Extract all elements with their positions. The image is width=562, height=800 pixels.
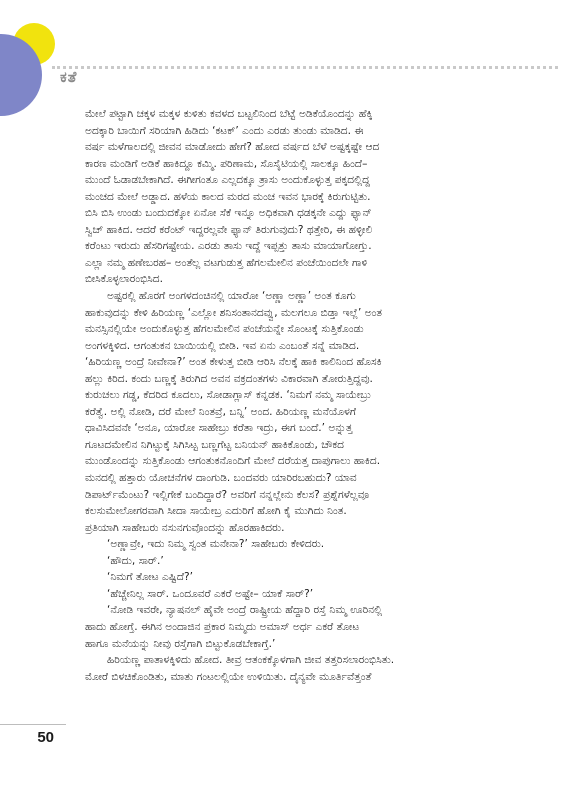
text-line: ಕಲಸುಮೇಲೋಗರವಾಗಿ ಸೀದಾ ಸಾಯೇಬ್ರ ಎದುರಿಗೆ ಹೋಗಿ ಕೈ ಮುಗಿದು ನಿಂತ. [85,505,347,518]
text-line: ಅದಕ್ಕಾರಿ ಬಾಯಿಗೆ ಸರಿಯಾಗಿ ಹಿಡಿದು ‘ಕಟಕ್’ ಎಂದು ಎರಡು ತುಂಡು ಮಾಡಿದ. ಈ [85,124,364,137]
text-line: ಹಾದು ಹೋಗ್ತೆ. ಈಗಿನ ಅಂದಾಜಿನ ಪ್ರಕಾರ ನಿಮ್ಮದು ಅಮಾಸ್ ಅರ್ಧ ಎಕರೆ ತೋಟ [85,620,360,633]
text-line: ಮೇಲೆ ಪಟ್ಟಾಗಿ ಚಕ್ಕಳ ಮಕ್ಕಳ ಕುಳಿತು ಕವಳದ ಬಟ್ಟಲಿನಿಂದ ಬೆಟ್ಟೆ ಅಡಿಕೆಯೊಂದನ್ನು ಹೆಕ್ಕಿ [85,108,373,120]
text-line: ವರ್ಷ ಮಳೆಗಾಲದಲ್ಲಿ ಜೀವನ ಮಾಡೋದು ಹೇಗೆ? ಹೋದ ವರ್ಷದ ಬೆಳೆ ಅಷ್ಟಕ್ಕಷ್ಟೇ ಆದ [85,141,380,154]
text-line: ಕರೆತ್ವೆ. ಅಲ್ಲಿ ನೋಡಿ, ದರೆ ಮೇಲೆ ನಿಂತವ್ರೆ, ಬನ್ನಿ’ ಅಂದ. ಹಿರಿಯಣ್ಣ ಮನೆಯೊಳಗೆ [85,405,357,418]
paragraph-start-line: ಹಿರಿಯಣ್ಣ ಪಾತಾಳಕ್ಕಿಳಿದು ಹೋದ. ತೀವ್ರ ಆತಂಕಕ್ಕೊಳಗಾಗಿ ಜೀವ ತತ್ತರಿಸಲಾರಂಭಿಸಿತು. [107,654,395,667]
dotted-header-rule [52,66,558,69]
page-number: 50 [37,729,54,746]
text-line: ಎಲ್ಲಾ ನಮ್ಮ ಹಣೇಬರಹ– ಅಂತೆಲ್ಲ ವಟಗುಡುತ್ತ ಹೆಗಲಮೇಲಿನ ಪಂಚೆಯಿಂದಲೇ ಗಾಳಿ [85,256,368,269]
text-line: ಪ್ರತಿಯಾಗಿ ಸಾಹೇಬರು ನಸುನಗುವೊಂದನ್ನು ಹೊರಹಾಕಿದರು. [85,521,285,534]
section-title: ಕತೆ [60,68,78,86]
text-line: ಬಿಸಿ ಬಿಸಿ ಉಂಡು ಬಂದುದಕ್ಕೋ ಏನೋ ಸೆಕೆ ಇನ್ನೂ ಅಧಿಕವಾಗಿ ಧಡಕ್ಕನೇ ಎದ್ದು ಫ್ಯಾನ್ [85,207,372,220]
page-number-footer [0,724,66,751]
text-line: ಹಾಗೂ ಮನೆಯನ್ನು ನೀವು ರಸ್ತೆಗಾಗಿ ಬಿಟ್ಟುಕೊಡಬೇಕಾಗ್ತೆ.’ [85,637,276,650]
text-line: ಸ್ವಿಚ್ ಹಾಕಿದ. ಆದರೆ ಕರೆಂಟ್ ಇದ್ದರಲ್ಲವೇ ಫ್ಯಾನ್ ತಿರುಗುವುದು? ಥತ್ತೇರಿ, ಈ ಹಳ್ಳೀಲಿ [85,223,373,236]
text-line: ಮಂಚದ ಮೇಲೆ ಅಡ್ಡಾದ. ಹಳೆಯ ಕಾಲದ ಮರದ ಮಂಚ ಇವನ ಭಾರಕ್ಕೆ ಕಿರುಗುಟ್ಟಿತು. [85,190,371,203]
text-line: ಮನದಲ್ಲಿ ಹತ್ತಾರು ಯೋಚನೆಗಳ ದಾಂಗುಡಿ. ಬಂದವರು ಯಾರಿರಬಹುದು? ಯಾವ [85,472,357,485]
dialogue-line: ‘ಹೌದು, ಸಾರ್.’ [107,554,164,567]
text-line: ಮುಂದೆ ಓಡಾಡಬೇಕಾಗಿದೆ. ಈಗೀಗಂತೂ ಎಲ್ಲದಕ್ಕೂ ತ್ರಾಸು ಅಂದುಕೊಳ್ಳುತ್ತ ಪಕ್ಕದಲ್ಲಿದ್ದ [85,174,370,187]
dialogue-line: ‘ಅಣ್ಣಾವ್ರೇ, ಇದು ನಿಮ್ಮ ಸ್ವಂತ ಮನೇನಾ?’ ಸಾಹೇಬರು ಕೇಳಿದರು. [107,538,325,551]
text-line: ‘ಹಿರಿಯಣ್ಣ ಅಂದ್ರೆ ನೀವೇನಾ?’ ಅಂತ ಕೇಳುತ್ತ ಬೀಡಿ ಆರಿಸಿ ನೆಲಕ್ಕೆ ಹಾಕಿ ಕಾಲಿನಿಂದ ಹೊಸಕಿ [85,356,382,369]
dialogue-line: ‘ಹೆಚ್ಚೇನಿಲ್ಲ ಸಾರ್. ಒಂದೂವರೆ ಎಕರೆ ಅಷ್ಟೇ– ಯಾಕೆ ಸಾರ್?’ [107,587,314,600]
dialogue-line: ‘ನಿಮಗೆ ತೋಟ ಎಷ್ಟಿದೆ?’ [107,571,194,584]
text-line: ಹಲ್ಲು ಕಿರಿದ. ಕಂದು ಬಣ್ಣಕ್ಕೆ ತಿರುಗಿದ ಅವನ ವಕ್ರದಂತಗಳು ವಿಕಾರವಾಗಿ ತೋರುತ್ತಿದ್ದವು. [85,372,373,385]
text-line: ಕಾರಣ ಮಂಡಿಗೆ ಅಡಿಕೆ ಹಾಕಿದ್ದೂ ಕಮ್ಮಿ. ಪರಿಣಾಮ, ಸೊಸೈಟಿಯಲ್ಲಿ ಸಾಲಕ್ಕೂ ಹಿಂದೆ– [85,157,368,170]
text-line: ಗೂಟದಮೇಲಿನ ನಿಗಿಟ್ಟುಕ್ಕೆ ಸಿಗಿಸಿಟ್ಟ ಬಣ್ಣಗೆಟ್ಟ ಬನಿಯನ್ ಹಾಕಿಕೊಂಡು, ಚೌಕದ [85,438,344,451]
text-line: ಅಂಗಳಕ್ಕಿಳಿದ. ಆಗಂತುಕನ ಬಾಯಿಯಲ್ಲಿ ಬೀಡಿ. ಇವ ಏನು ಎಂಬಂತೆ ಸನ್ನೆ ಮಾಡಿದ. [85,339,360,352]
text-line: ಬೀಸಿಕೊಳ್ಳಲಾರಂಭಿಸಿದ. [85,273,164,286]
dialogue-line: ‘ನೋಡಿ ಇವರೇ, ನ್ಯಾಷನಲ್ ಹೈವೇ ಅಂದ್ರೆ ರಾಷ್ಟ್ರೀಯ ಹೆದ್ದಾರಿ ರಸ್ತೆ ನಿಮ್ಮ ಊರಿನಲ್ಲಿ [107,604,383,617]
paragraph-start-line: ಅಷ್ಟರಲ್ಲಿ ಹೊರಗೆ ಅಂಗಳದಂಚಿನಲ್ಲಿ ಯಾರೋ ‘ಅಣ್ಣಾ ಅಣ್ಣಾ’ ಅಂತ ಕೂಗು [107,290,356,303]
text-line: ಮುಂಡೊಂದನ್ನು ಸುತ್ತಿಕೊಂಡು ಆಗಂತುಕನೊಂದಿಗೆ ಮೇಲೆ ದರೆಯತ್ತ ದಾಪುಗಾಲು ಹಾಕಿದ. [85,455,381,468]
text-line: ಕುರುಚಲು ಗಡ್ಡ, ಕೆದರಿದ ಕೂದಲು, ಸೋಡಾಗ್ಲಾಸ್ ಕನ್ನಡಕ. ‘ನಿಮಗೆ ನಮ್ಮ ಸಾಯೇಬ್ರು [85,389,372,402]
text-line: ಮೋರೆ ಬಿಳಚಿಕೊಂಡಿತು, ಮಾತು ಗಂಟಲಲ್ಲಿಯೇ ಉಳಿಯಿತು. ದೈನ್ಯವೇ ಮೂರ್ತಿವೆತ್ತಂತೆ [85,670,372,683]
text-line: ಧಾವಿಸಿದವನೇ ‘ಅನೂ, ಯಾರೋ ಸಾಹೇಬ್ರು ಕರೆತಾ ಇದ್ರು, ಈಗ ಬಂದೆ.’ ಅನ್ನುತ್ತ [85,422,353,435]
story-text [85,106,480,685]
text-line: ಮನಸ್ಸಿನಲ್ಲಿಯೇ ಅಂದುಕೊಳ್ಳುತ್ತ ಹೆಗಲಮೇಲಿನ ಪಂಚೆಯನ್ನೇ ಸೊಂಟಕ್ಕೆ ಸುತ್ತಿಕೊಂಡು [85,323,364,336]
text-line: ಕರೆಂಟು ಇರುದು ಹೆಸರಿಗಷ್ಟೇಯ. ಎರಡು ತಾಸು ಇದ್ದೆ ಇಪ್ಪತ್ತು ತಾಸು ಮಾಯಾಗೋಗ್ತು. [85,240,372,253]
text-line: ಡಿಪಾರ್ಟ್‌ಮೆಂಟು? ಇಲ್ಲಿಗೇಕೆ ಬಂದಿದ್ದಾರೆ? ಅವರಿಗೆ ನನ್ನಲ್ಲೇನು ಕೆಲಸ? ಪ್ರಶ್ನೆಗಳೆಲ್ಲವೂ [85,488,370,501]
text-line: ಹಾಕುವುದನ್ನು ಕೇಳಿ ಹಿರಿಯಣ್ಣ ‘ಎಲ್ಲೋ ಶನಿಸಂತಾನದವ್ವು, ಮಲಗಲೂ ಬಿಡ್ತಾ ಇಲ್ಲೆ’ ಅಂತ [85,306,382,319]
